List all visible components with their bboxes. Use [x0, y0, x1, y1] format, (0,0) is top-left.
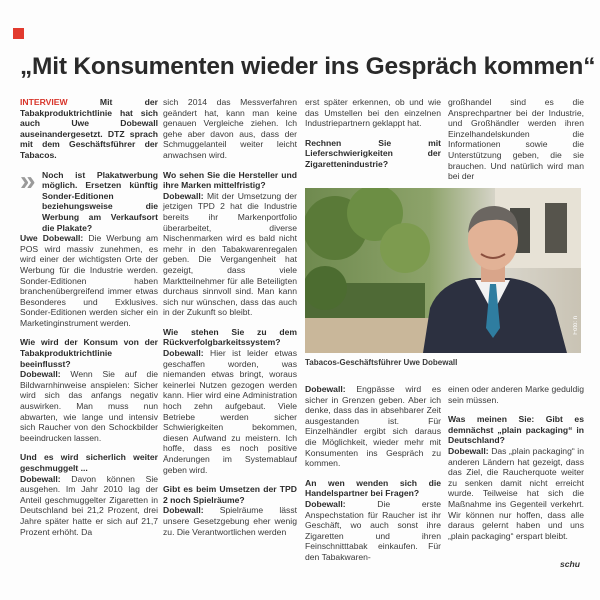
- speaker-name: Dobewall:: [163, 190, 204, 201]
- pull-quote: [20, 164, 158, 234]
- answer-paragraph: [163, 191, 297, 318]
- answer-paragraph: [305, 499, 441, 563]
- column-3-bottom: [305, 384, 441, 563]
- speaker-name: Dobewall:: [20, 473, 61, 484]
- pull-quote-question: Noch ist Plakatwerbung möglich. Ersetzen künftig Sonder-Editionen beziehungsweise die Werbung am Verkaufsort die Plakate?: [42, 169, 158, 233]
- question-heading: An wen wenden sich die Handelspartner bei Fragen?: [305, 477, 441, 499]
- question-heading: Rechnen Sie mit Lieferschwierigkeiten der Zigarettenindustrie?: [305, 137, 441, 169]
- answer-paragraph: [20, 233, 158, 328]
- intro-text: Mit der Tabakproduktrichtlinie hat sich auch Uwe Dobewall auseinandergesetzt. DTZ sprach mit dem Geschäftsführer der Tabacos.: [20, 97, 158, 160]
- speaker-name: Dobewall:: [163, 505, 204, 516]
- answer-text: Die Werbung am POS wird massiv zunehmen, es wird einer der wichtigsten Orte der Werbung für die Industrie werden. Sonder-Editionen haben branchenübergreifend immer etwas Besonderes und Exklusives. Sonder-Editionen werden sicher ein Marketinginstrument werden.: [20, 233, 158, 328]
- page-title: „Mit Konsumenten wieder ins Gespräch kommen“: [20, 53, 596, 80]
- column-4-top: [448, 97, 584, 182]
- photo-credit: Foto: n: [573, 316, 579, 335]
- kicker-label: INTERVIEW: [20, 97, 68, 107]
- answer-text: Spielräume lässt unsere Gesetzgebung eher wenig zu. Die Verantwortlichen werden: [163, 505, 298, 537]
- answer-paragraph: [448, 446, 584, 541]
- answer-paragraph: [305, 384, 441, 469]
- intro-paragraph: [20, 97, 158, 161]
- answer-text: Das „plain packaging“ in anderen Ländern hat gezeigt, dass das Ziel, die Raucherquote weiter zu senken damit nicht erreicht wurde. Teilweise hat sich die Maßnahme ins Gegenteil verkehrt. Wir können nur hoffen, dass alle daraus gelernt haben und uns „plain packaging“ erspart bleibt.: [448, 445, 584, 541]
- column-2: [163, 97, 297, 537]
- question-heading: Wie wird der Konsum von der Tabakproduktrichtlinie beeinflusst?: [20, 337, 158, 369]
- answer-text: Hier ist leider etwas geschaffen worden, was niemanden etwas bringt, woraus keinerlei Nutzen gezogen werden kann. Hier wird eine Administration hoch zehn aufgebaut. Viele Betriebe werden sicher Schwierigkeiten bekommen, diesen Aufwand zu meistern. Ich hoffe, dass es noch positive Änderungen im Systemablauf geben wird.: [163, 348, 298, 475]
- answer-text: Die erste Anspechstation für Raucher ist ihr Geschäft, wo auch sonst ihre Zigaretten und ihren Feinschnitttabak einkaufen. Für den Tabakwaren-: [305, 498, 441, 562]
- portrait-photo: [305, 188, 581, 353]
- column-3-top: [305, 97, 441, 170]
- answer-paragraph: [163, 348, 297, 475]
- speaker-name: Dobewall:: [305, 384, 346, 394]
- speaker-name: Dobewall:: [448, 445, 489, 456]
- answer-paragraph: [20, 474, 158, 538]
- answer-text: Davon können Sie ausgehen. Im Jahr 2010 lag der Anteil geschmuggelter Zigaretten in Deutschland bei 21,2 Prozent, drei Jahre später hatte er sich auf 21,7 Prozent erhöht. Da: [20, 473, 159, 537]
- question-heading: Und es wird sicherlich weiter geschmuggelt ...: [20, 452, 158, 473]
- answer-text: Mit der Umsetzung der jetzigen TPD 2 hat die Industrie bereits ihr Markenportfolio überarbeitet, diverse Nischenmarken wird es bald nicht mehr in den Tabakwarenregalen geben. Die Vergangenheit hat gezeigt, dass viele Marktteilnehmer für alle Beteiligten durchaus sinnvoll sind. Man kann sich nur wünschen, dass das auch in der Zukunft so bleibt.: [163, 190, 297, 318]
- photo-illustration: [305, 188, 581, 353]
- question-heading: Wie stehen Sie zu dem Rückverfolgbarkeitssystem?: [163, 326, 297, 348]
- speaker-name: Dobewall:: [305, 498, 346, 509]
- answer-paragraph: [163, 505, 297, 537]
- answer-paragraph: [20, 369, 158, 443]
- question-heading: Was meinen Sie: Gibt es demnächst „plain packaging“ in Deutschland?: [448, 414, 584, 446]
- speaker-name: Dobewall:: [163, 348, 204, 359]
- answer-continuation: erst später erkennen, ob und wie das Umstellen bei den einzelnen Industriepartnern geklappt hat.: [305, 97, 441, 129]
- author-signature: schu: [560, 559, 581, 569]
- section-marker: [13, 28, 24, 39]
- answer-continuation: großhandel sind es die Ansprechpartner bei der Industrie, und Großhändler werden ihren Einzelhandelskunden die Informationen sowie die Unterstützung geben, die sie brauchen. Und natürlich wird man bei der: [448, 97, 584, 182]
- question-heading: Gibt es beim Umsetzen der TPD 2 noch Spielräume?: [163, 484, 297, 505]
- answer-continuation: einen oder anderen Marke geduldig sein müssen.: [448, 384, 584, 405]
- question-heading: Wo sehen Sie die Hersteller und ihre Marken mittelfristig?: [163, 169, 297, 191]
- quote-chevron-icon: »: [20, 164, 36, 196]
- speaker-name: Dobewall:: [20, 369, 61, 380]
- photo-caption: Tabacos-Geschäftsführer Uwe Dobewall: [305, 358, 458, 367]
- speaker-name: Uwe Dobewall:: [20, 233, 84, 244]
- answer-continuation: sich 2014 das Messverfahren geändert hat, kann man keine genauen Vergleiche ziehen. Ich gehe aber davon aus, dass der Schmuggelanteil weiter leicht anwachsen wird.: [163, 97, 297, 160]
- answer-text: Wenn Sie auf die Bildwarnhinweise anspielen: Sicher wird sich das anfangs negativ auswirken. Man muss nun abwarten, wie lange und intensiv sich Raucher von den Schockbilder beeindrucken lassen.: [20, 369, 159, 443]
- column-4-bottom: [448, 384, 584, 541]
- answer-text: Engpässe wird es sicher in Grenzen geben. Aber ich denke, dass das in absehbarer Zeit ausgestanden ist. Für Einzelhändler ergibt sich daraus die Möglichkeit, wieder mehr mit Konsumenten ins Gespräch zu kommen.: [305, 384, 441, 469]
- column-1: [20, 97, 158, 537]
